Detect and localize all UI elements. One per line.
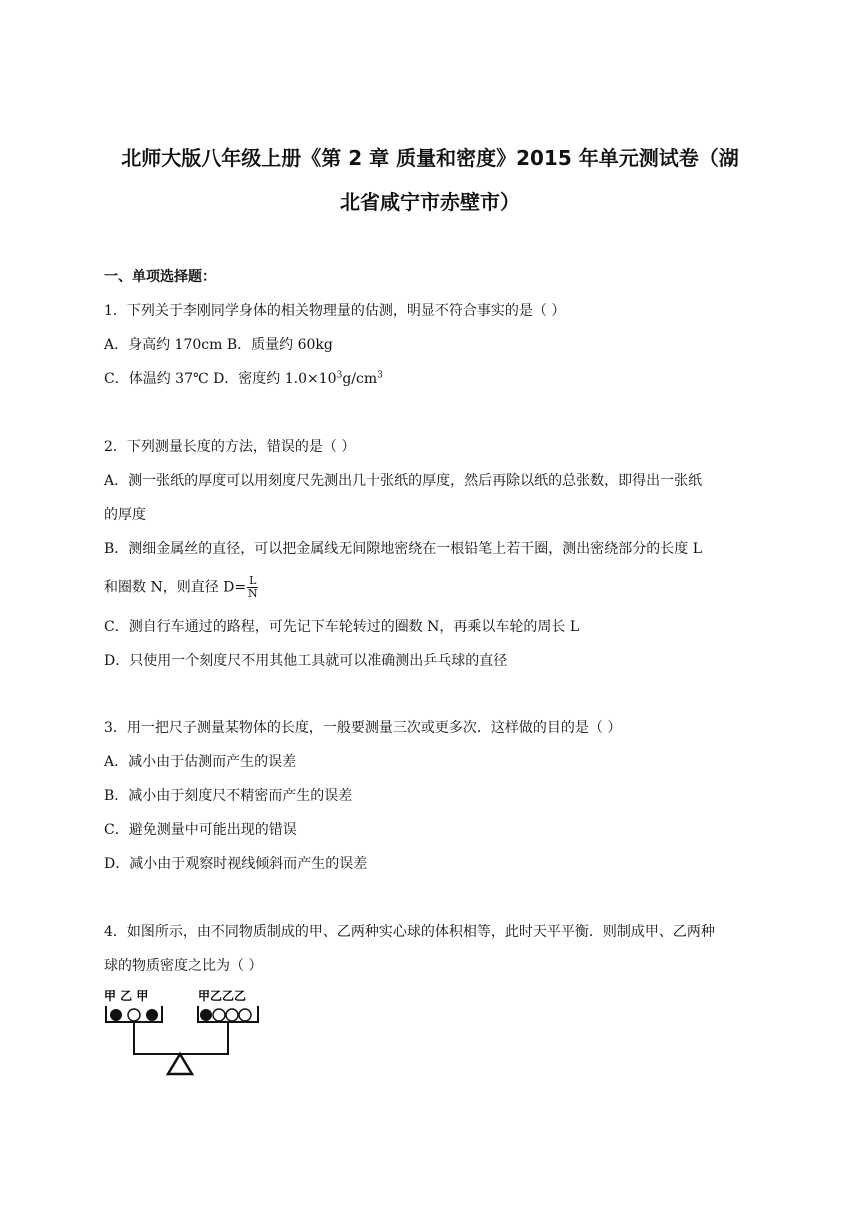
balance-beam <box>134 1022 228 1054</box>
ball-yi <box>213 1009 225 1021</box>
page-title-line-2: 北省咸宁市赤壁市） <box>340 190 520 214</box>
q1-option-c-d-text: C．体温约 37℃ D．密度约 1.0×10 <box>104 371 337 387</box>
q2-option-a-line-2: 的厚度 <box>104 507 146 523</box>
q4-stem-line-1: 4．如图所示，由不同物质制成的甲、乙两种实心球的体积相等，此时天平平衡．则制成甲、乙两种 <box>104 924 715 940</box>
q2-option-c: C．测自行车通过的路程，可先记下车轮转过的圈数 N，再乘以车轮的周长 L <box>104 619 580 635</box>
q3-option-b: B．减小由于刻度尺不精密而产生的误差 <box>104 788 353 804</box>
q2-option-b-text: 和圈数 N，则直径 D= <box>104 579 247 596</box>
q2-option-b-line-2 <box>104 575 258 600</box>
q2-stem: 2．下列测量长度的方法，错误的是（ ） <box>104 439 356 455</box>
q3-option-c: C．避免测量中可能出现的错误 <box>104 822 297 838</box>
q1-exponent-1: 3 <box>336 370 343 381</box>
fraction-numerator: L <box>249 574 257 587</box>
q1-exponent-2: 3 <box>377 370 383 381</box>
balance-figure <box>100 986 270 1090</box>
ball-yi <box>128 1009 140 1021</box>
q1-stem: 1．下列关于李刚同学身体的相关物理量的估测，明显不符合事实的是（ ） <box>104 303 566 319</box>
right-pan-labels: 甲乙乙乙 <box>198 989 247 1003</box>
q1-option-a-b: A．身高约 170cm B．质量约 60kg <box>104 337 333 353</box>
left-pan-labels: 甲 乙 甲 <box>104 989 149 1003</box>
fraction-denominator: N <box>247 587 258 600</box>
diameter-fraction <box>247 575 258 600</box>
q2-option-a-line-1: A．测一张纸的厚度可以用刻度尺先测出几十张纸的厚度，然后再除以纸的总张数，即得出一张纸 <box>104 473 703 489</box>
ball-jia <box>200 1009 212 1021</box>
ball-yi <box>226 1009 238 1021</box>
q3-option-d: D．减小由于观察时视线倾斜而产生的误差 <box>104 856 368 872</box>
section-heading: 一、单项选择题： <box>104 269 216 285</box>
q4-stem-line-2: 球的物质密度之比为（ ） <box>104 958 263 974</box>
page-title-line-1: 北师大版八年级上册《第 2 章 质量和密度》2015 年单元测试卷（湖 <box>121 146 739 170</box>
ball-jia <box>110 1009 122 1021</box>
q1-unit: g/cm <box>342 371 378 387</box>
q3-stem: 3．用一把尺子测量某物体的长度，一般要测量三次或更多次．这样做的目的是（ ） <box>104 720 622 736</box>
q2-option-b-line-1: B．测细金属丝的直径，可以把金属线无间隙地密绕在一根铅笔上若干圈，测出密绕部分的长度 L <box>104 541 703 557</box>
q2-option-d: D．只使用一个刻度尺不用其他工具就可以准确测出乒乓球的直径 <box>104 653 508 669</box>
q3-option-a: A．减小由于估测而产生的误差 <box>104 754 297 770</box>
fulcrum <box>168 1054 192 1074</box>
q1-option-c-d <box>104 369 383 389</box>
ball-yi <box>239 1009 251 1021</box>
ball-jia <box>146 1009 158 1021</box>
